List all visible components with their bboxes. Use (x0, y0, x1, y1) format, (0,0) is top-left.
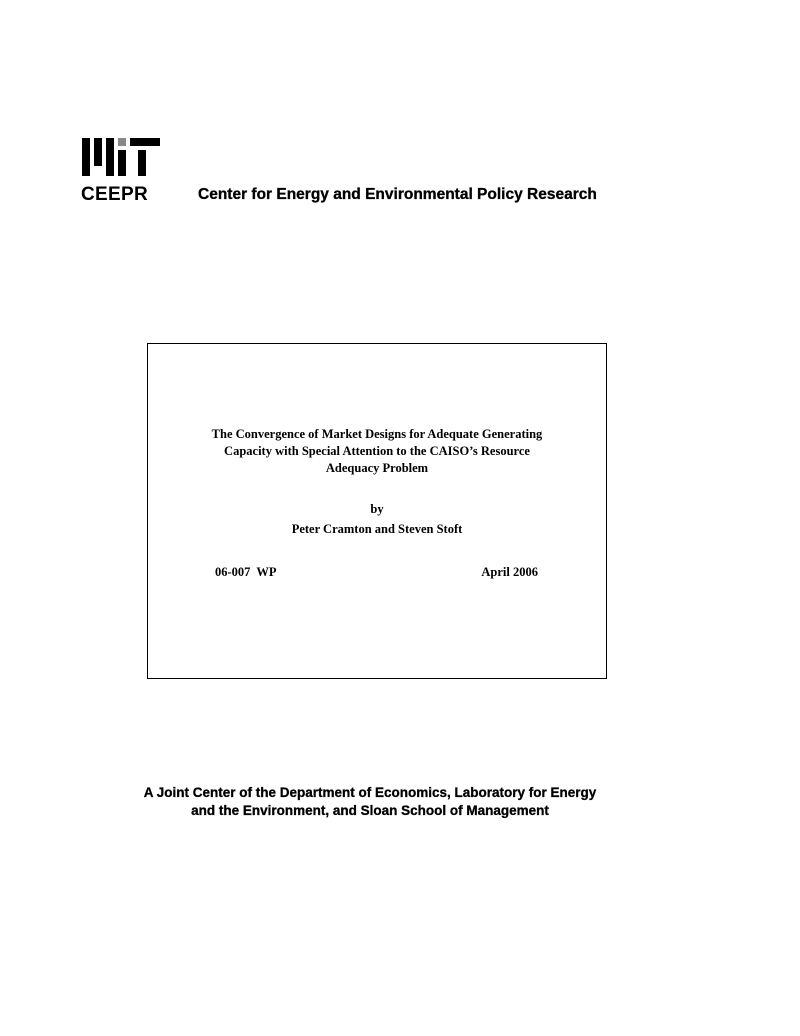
org-abbreviation: CEEPR (81, 184, 148, 205)
title-line: Capacity with Special Attention to the CAISO’s Resource (224, 444, 530, 458)
title-line: The Convergence of Market Designs for Adequate Generating (211, 427, 543, 441)
statement-line: A Joint Center of the Department of Economics, Laboratory for Energy (143, 785, 597, 800)
working-paper-number: 06-007 WP (215, 565, 277, 579)
authors: Peter Cramton and Steven Stoft (291, 522, 463, 536)
title-line: Adequacy Problem (325, 461, 429, 475)
by-label: by (370, 502, 384, 516)
title-box (147, 343, 607, 679)
mit-logo (82, 138, 160, 176)
paper-title (148, 426, 606, 477)
joint-center-statement (0, 784, 740, 820)
statement-line: and the Environment, and Sloan School of Management (191, 803, 549, 818)
org-name: Center for Energy and Environmental Policy Research (198, 186, 597, 203)
publication-date: April 2006 (481, 565, 538, 579)
